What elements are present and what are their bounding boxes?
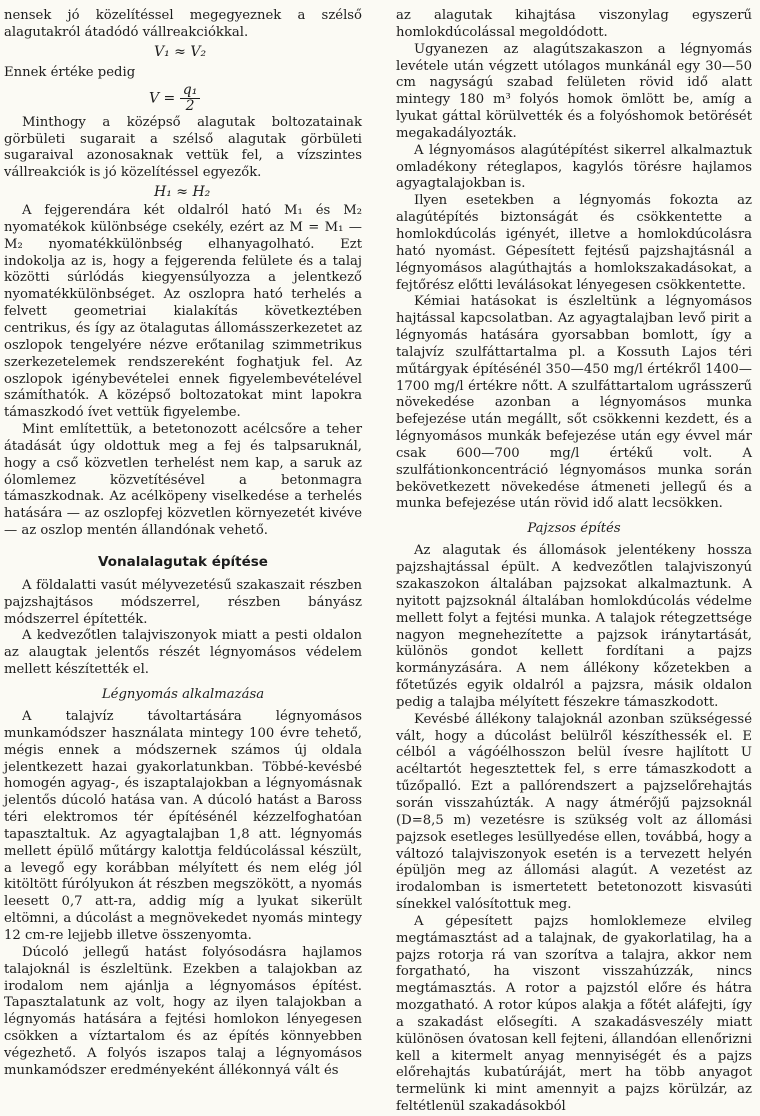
fraction bbox=[180, 83, 201, 114]
paragraph: Kémiai hatásokat is észleltünk a légnyomásos hajtással kapcsolatban. Az agyagtalajban levő pirit a légnyomás hatására gyorsabban bomlott, így a talajvíz szulfáttartalma pl. a Kossuth Lajos téri műtárgyak építésénél 350—450 mg/l értékről 1400—1700 mg/l értékre nőtt. A szulfáttartalom ugrásszerű növekedése azonban a légnyomásos munka befejezése után megállt, sőt csökkenni kezdett, és a légnyomásos munkák befejezése után egy évvel már csak 600—700 mg/l értékű volt. A szulfátionkoncentráció légnyomásos munka során bekövetkezett növekedése átmeneti jellegű és a munka befejezése után rövid idő alatt lecsökken. bbox=[396, 294, 752, 512]
paragraph: Az alagutak és állomások jelentékeny hossza pajzshajtással épült. A kedvezőtlen talajviszonyú szakaszokon általában pajzsokat alkalmaztunk. A nyitott pajzsoknál általában homlokdúcolás védelme mellett folyt a fejtési munka. A talajok rétegzettsége nagyon megnehezítette a pajzsok iránytartását, különös gondot kellett fordítani a pajzs kormányzására. A nem állékony kőzetekben a főtetűzés egyik oldalról a pajzsra, másik oldalon pedig a talajba mélyített fészekre támaszkodott. bbox=[396, 543, 752, 710]
paragraph: Ilyen esetekben a légnyomás fokozta az alagútépítés biztonságát és csökkentette a homlokdúcolás igényét, illetve a homlokdúcolásra ható nyomást. Gépesített fejtésű pajzshajtásnál a légnyomásos alagúthajtás a homlokszakadásokat, a fejtőrész előtti leválásokat lényegesen csökkentette. bbox=[396, 193, 752, 293]
paragraph: Kevésbé állékony talajoknál azonban szükségessé vált, hogy a dúcolást belülről készíthessék el. E célból a vágóélhosszon belül ívesre hajlított U acéltartót hegesztettek fel, s erre támaszkodott a tűzőpalló. Ezt a pallórendszert a pajzselőrehajtás során visszahúzták. A nagy átmérőjű pajzsoknál (D=8,5 m) vezetésre is szükség volt az állomási pajzsok esetleges lesüllyedése ellen, továbbá, hogy a változó talajviszonyok esetén is a tervezett helyén épüljön meg az állomási alagút. A vezetést az irodalomban is ismertetett betetonozott kisvasúti sínekkel valósítottuk meg. bbox=[396, 711, 752, 913]
formula-v1-v2: V₁ ≈ V₂ bbox=[154, 43, 207, 60]
paragraph: A gépesített pajzs homloklemeze elvileg megtámasztást ad a talajnak, de gyakorlatilag, ha a pajzs rotorja rá van szorítva a talajra, akkor nem forgatható, ha viszont visszahúzzák, nincs megtámasztás. A rotor a pajzstól előre és hátra mozgatható. A rotor kúpos alakja a főtét aláfejti, így a szakadást elősegíti. A szakadásveszély miatt különösen óvatosan kell fejteni, állandóan ellenőrizni kell a kitermelt anyag mennyiségét és a pajzs előrehajtás kubatúráját, mert ha több anyagot termelünk ki mint amennyit a pajzs körülzár, az feltétlenül szakadásokból bbox=[396, 913, 752, 1115]
paragraph: A légnyomásos alagútépítést sikerrel alkalmaztuk omladékony réteglapos, kagylós törésre hajlamos agyagtalajokban is. bbox=[396, 142, 752, 192]
paragraph: Dúcoló jellegű hatást folyósodásra hajlamos talajoknál is észleltünk. Ezekben a talajokban az irodalom nem ajánlja a légnyomásos építést. Tapasztalatunk az volt, hogy az ilyen talajokban a légnyomás hatására a fejtési homlokon lényegesen csökken a víztartalom és az építés könnyebben végezhető. A folyós iszapos talaj a légnyomásos munkamódszer eredményeként állékonnyá vált és bbox=[4, 944, 362, 1078]
paragraph: Ennek értéke pedig bbox=[4, 64, 136, 80]
subsection-heading: Pajzsos építés bbox=[527, 521, 621, 537]
paragraph: A fejgerendára két oldalról ható M₁ és M₂ nyomatékok különbsége csekély, ezért az M = M₁ — M₂ nyomatékkülönbség elhanyagolható. Ezt indokolja az is, hogy a fejgerenda felülete és a talaj közötti súrlódás kiegyensúlyozza a jelentkező nyomatékkülönbséget. Az oszlopra ható terhelés a felvett geometriai kialakítás következtében centrikus, és így az ötalagutas állomásszerkezetet az oszlopok tengelyére nézve erőtanilag szimmetrikus szerkezetelemek rendszereként foghatjuk fel. Az oszlopok igénybevételei ennek figyelembevételével számíthatók. A középső boltozatokat mint lapokra támaszkodó ívet vettük figyelembe. bbox=[4, 203, 362, 421]
paragraph: A kedvezőtlen talajviszonyok miatt a pesti oldalon az alaugtak jelentős részét légnyomásos védelem mellett készítették el. bbox=[4, 628, 362, 678]
fraction-numerator: q₁ bbox=[180, 83, 201, 99]
left-column bbox=[4, 8, 362, 1080]
formula-h1-h2: H₁ ≈ H₂ bbox=[154, 184, 211, 201]
paragraph: Mint említettük, a betetonozott acélcsőre a teher átadását úgy oldottuk meg a fej és talpsaruknál, hogy a cső közvetlen terhelést nem kap, a saruk az ólomlemez közvetítésével a betonmagra támaszkodnak. Az acélköpeny viselkedése a terhelés hatására — az oszlopfej közvetlen környezetét kivéve — az oszlop mentén állandónak vehető. bbox=[4, 422, 362, 539]
paragraph: Minthogy a középső alagutak boltozatainak görbületi sugarait a szélső alagutak görbületi sugaraival azonosaknak vettük fel, a vízszintes vállreakciók is jó közelítéssel egyezők. bbox=[4, 114, 362, 181]
fraction-denominator: 2 bbox=[185, 97, 195, 114]
paragraph: A földalatti vasút mélyvezetésű szakaszait részben pajzshajtásos módszerrel, részben bányász módszerrel építették. bbox=[4, 577, 362, 627]
paragraph: Ugyanezen az alagútszakaszon a légnyomás levétele után végzett utólagos munkánál egy 30—50 cm nagyságú szabad felületen rövid idő alatt mintegy 180 m³ folyós homok ömlött be, amíg a lyukat gáttal körülvették és a folyóshomok betörését megakadályozták. bbox=[396, 41, 752, 141]
paragraph: A talajvíz távoltartására légnyomásos munkamódszer használata mintegy 100 évre tehető, mégis ennek a módszernek számos új oldala jelentkezett hazai gyakorlatunkban. Többé-kevésbé homogén agyag-, és iszaptalajokban a légnyomásnak jelentős dúcoló hatása van. A dúcoló hatást a Baross téri elektromos tér építésénél kézzelfoghatóan tapasztaltuk. Az agyagtalajban 1,8 att. légnyomás mellett épülő műtárgy kalottja feldúcolással készült, a levegő egy korábban mélyített és nem elég jól kitöltött fúrólyukon át részben megszökött, a nyomás leesett 0,7 att-ra, addig míg a lyukat sikerült eltömni, a dúcolást a megnövekedet nyomás mintegy 12 cm-re lejjebb illetve összenyomta. bbox=[4, 709, 362, 943]
paragraph: nensek jó közelítéssel megegyeznek a szélső alagutakról átadódó vállreakciókkal. bbox=[4, 8, 362, 40]
paragraph: az alagutak kihajtása viszonylag egyszerű homlokdúcolással megoldódott. bbox=[396, 8, 752, 40]
formula-v-fraction bbox=[4, 83, 362, 114]
section-heading: Vonalalagutak építése bbox=[98, 553, 268, 570]
formula-lhs: V = bbox=[149, 90, 176, 107]
right-column bbox=[396, 8, 752, 1116]
subsection-heading: Légnyomás alkalmazása bbox=[101, 687, 265, 702]
